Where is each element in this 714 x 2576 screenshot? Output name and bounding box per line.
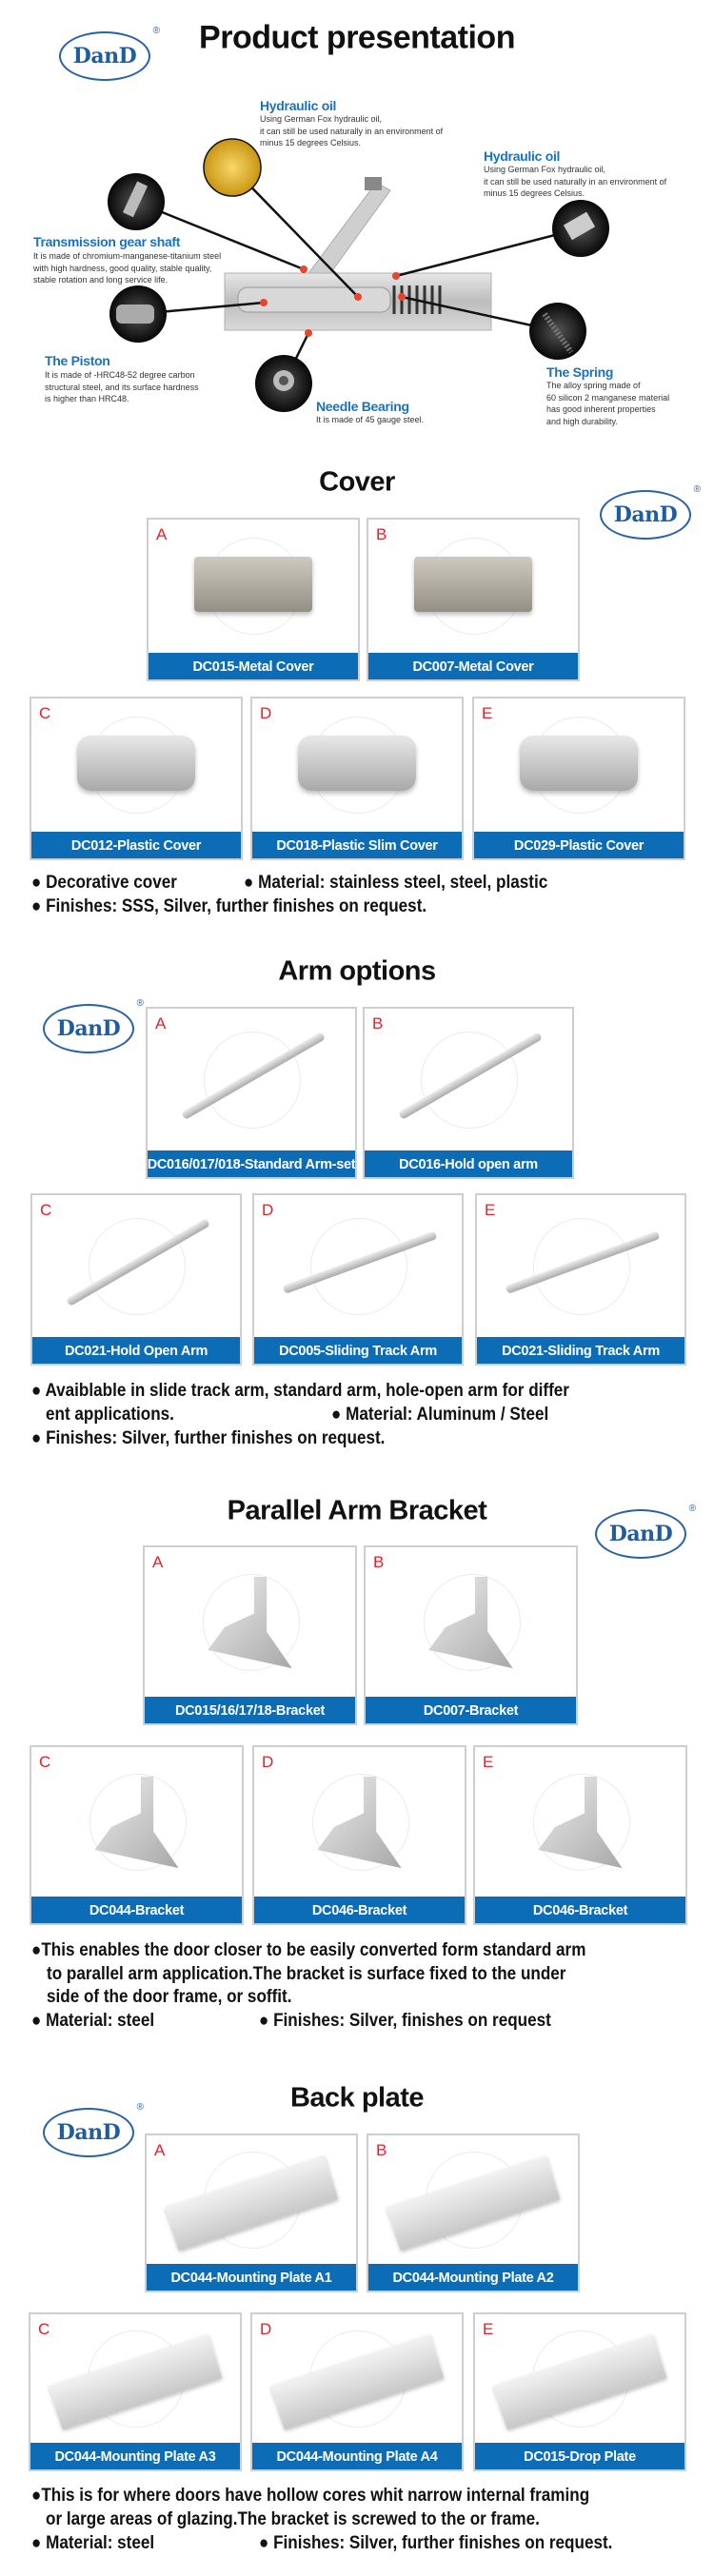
product-label: DC018-Plastic Slim Cover xyxy=(250,832,464,860)
product-image xyxy=(31,1747,242,1895)
bullet-text: ● Finishes: Silver, finishes on request xyxy=(259,2011,551,2031)
option-letter: A xyxy=(154,2141,166,2159)
option-letter: A xyxy=(152,1553,164,1571)
section-title: Parallel Arm Bracket xyxy=(227,1495,487,1526)
product-label: DC021-Hold Open Arm xyxy=(30,1337,242,1366)
product-shape xyxy=(77,736,194,791)
part-label-spring: The Spring xyxy=(546,364,614,380)
brand-logo xyxy=(43,998,144,1053)
product-card[interactable] xyxy=(367,518,580,681)
product-image xyxy=(145,1547,355,1695)
product-card[interactable] xyxy=(472,697,685,860)
option-letter: E xyxy=(482,704,493,722)
product-image xyxy=(252,698,462,830)
product-image xyxy=(30,2314,240,2441)
option-letter: B xyxy=(372,1014,384,1032)
bullet-text: ● Decorative cover xyxy=(31,873,177,893)
part-desc-transmission-gear-shaft: It is made of chromium-manganese-titanium steel with high hardness, good quality, stable quality, stable rotation and long service life. xyxy=(33,251,222,285)
brand-logo xyxy=(595,1504,696,1559)
product-card[interactable] xyxy=(252,1745,466,1925)
brand-logo xyxy=(43,2102,144,2157)
bullet-text: ● Material: Aluminum / Steel xyxy=(331,1405,549,1425)
option-letter: C xyxy=(40,1201,52,1219)
bullet-text: ● Material: steel xyxy=(31,2011,155,2031)
option-letter: A xyxy=(155,1014,167,1032)
product-label: DC044-Mounting Plate A3 xyxy=(29,2443,242,2471)
product-label: DC005-Sliding Track Arm xyxy=(252,1337,464,1366)
brand-logo xyxy=(600,484,701,540)
product-image xyxy=(474,698,684,830)
part-label-hydraulic-oil-1: Hydraulic oil xyxy=(260,98,337,113)
product-card[interactable] xyxy=(30,697,243,860)
bullet-text: ● Finishes: Silver, further finishes on request. xyxy=(31,1428,386,1448)
part-label-piston: The Piston xyxy=(45,353,110,368)
product-image xyxy=(365,1009,572,1149)
product-label: DC044-Mounting Plate A1 xyxy=(145,2264,358,2292)
part-label-needle-bearing: Needle Bearing xyxy=(316,399,409,414)
registered-mark: ® xyxy=(693,484,701,495)
logo-text: DanD xyxy=(59,31,150,81)
product-card[interactable] xyxy=(147,518,360,681)
product-card[interactable] xyxy=(367,2134,580,2292)
option-letter: E xyxy=(483,1753,494,1771)
bullet-text: ● Avaiblable in slide track arm, standard arm, hole-open arm for differ xyxy=(31,1381,569,1401)
option-letter: C xyxy=(38,2320,50,2338)
product-label: DC044-Mounting Plate A4 xyxy=(250,2443,464,2471)
product-image xyxy=(148,1009,355,1149)
product-image xyxy=(477,1195,684,1335)
product-image xyxy=(254,1195,462,1335)
section-title: Back plate xyxy=(289,2082,425,2114)
product-image xyxy=(252,2314,462,2441)
product-shape xyxy=(194,557,311,612)
option-letter: C xyxy=(39,1753,51,1771)
product-label: DC015-Metal Cover xyxy=(147,653,360,681)
option-letter: D xyxy=(262,1753,274,1771)
option-letter: E xyxy=(483,2320,494,2338)
closer-arm xyxy=(307,183,390,276)
product-image xyxy=(475,1747,685,1895)
bullet-text: ●This enables the door closer to be easily converted form standard arm xyxy=(31,1940,586,1960)
product-card[interactable] xyxy=(250,697,464,860)
logo-text: DanD xyxy=(595,1509,686,1559)
option-letter: D xyxy=(260,704,272,722)
option-letter: D xyxy=(260,2320,272,2338)
product-shape xyxy=(414,557,531,612)
section-title: Arm options xyxy=(278,955,436,987)
option-letter: B xyxy=(376,525,387,543)
product-card[interactable] xyxy=(473,2312,686,2471)
bullet-text: ent applications. xyxy=(46,1405,174,1425)
part-label-hydraulic-oil-2: Hydraulic oil xyxy=(484,148,561,164)
product-card[interactable] xyxy=(363,1007,574,1179)
product-card[interactable] xyxy=(30,1745,244,1925)
bullet-text: to parallel arm application.The bracket is surface fixed to the under xyxy=(47,1964,566,1984)
product-label: DC046-Bracket xyxy=(252,1897,466,1925)
option-letter: B xyxy=(373,1553,385,1571)
product-card[interactable] xyxy=(252,1193,464,1366)
part-desc-spring: The alloy spring made of 60 silicon 2 manganese material has good inherent properties and high durability. xyxy=(546,381,670,426)
product-card[interactable] xyxy=(473,1745,687,1925)
logo-text: DanD xyxy=(600,490,691,540)
bullet-text: ●This is for where doors have hollow cores whit narrow internal framing xyxy=(31,2486,590,2506)
product-label: DC029-Plastic Cover xyxy=(472,832,685,860)
part-desc-hydraulic-oil-2: Using German Fox hydraulic oil, it can still be used naturally in an environment of minus 15 degrees Celsius. xyxy=(484,165,667,198)
logo-text: DanD xyxy=(43,2108,134,2157)
product-label: DC046-Bracket xyxy=(473,1897,687,1925)
product-image xyxy=(254,1747,465,1895)
registered-mark: ® xyxy=(136,998,144,1009)
registered-mark: ® xyxy=(136,2102,144,2113)
product-shape xyxy=(520,736,637,791)
part-desc-needle-bearing: It is made of 45 gauge steel. xyxy=(316,415,425,424)
product-label: DC007-Metal Cover xyxy=(367,653,580,681)
product-label: DC016-Hold open arm xyxy=(363,1150,574,1179)
registered-mark: ® xyxy=(152,26,160,36)
part-desc-hydraulic-oil-1: Using German Fox hydraulic oil, it can still be used naturally in an environment of minus 15 degrees Celsius. xyxy=(260,114,444,147)
bullet-text: side of the door frame, or soffit. xyxy=(47,1987,292,2007)
product-card[interactable] xyxy=(30,1193,242,1366)
bullet-text: ● Finishes: Silver, further finishes on request. xyxy=(259,2533,613,2553)
product-label: DC015-Drop Plate xyxy=(473,2443,686,2471)
product-label: DC015/16/17/18-Bracket xyxy=(143,1697,357,1725)
product-image xyxy=(149,520,358,651)
part-label-transmission-gear-shaft: Transmission gear shaft xyxy=(33,234,181,249)
option-letter: E xyxy=(485,1201,496,1219)
product-label: DC044-Mounting Plate A2 xyxy=(367,2264,580,2292)
product-label: DC016/017/018-Standard Arm-set xyxy=(146,1150,357,1179)
product-label: DC021-Sliding Track Arm xyxy=(475,1337,686,1366)
product-image xyxy=(368,2135,578,2262)
logo-text: DanD xyxy=(43,1004,134,1053)
page-title: Product presentation xyxy=(199,19,515,56)
product-label: DC044-Bracket xyxy=(30,1897,244,1925)
hydraulic-oil-icon xyxy=(204,139,261,196)
part-desc-piston: It is made of -HRC48-52 degree carbon structural steel, and its surface hardness is higher than HRC48. xyxy=(45,370,199,403)
product-shape xyxy=(298,736,415,791)
option-letter: B xyxy=(376,2141,387,2159)
product-card[interactable] xyxy=(146,1007,357,1179)
section-title: Cover xyxy=(319,466,395,498)
product-card[interactable] xyxy=(364,1545,578,1725)
product-card[interactable] xyxy=(143,1545,357,1725)
product-card[interactable] xyxy=(145,2134,358,2292)
option-letter: D xyxy=(262,1201,274,1219)
product-label: DC007-Bracket xyxy=(364,1697,578,1725)
product-card[interactable] xyxy=(29,2312,242,2471)
product-image xyxy=(147,2135,356,2262)
bullet-text: ● Finishes: SSS, Silver, further finishes on request. xyxy=(31,896,427,916)
bullet-text: or large areas of glazing.The bracket is screwed to the or frame. xyxy=(46,2509,540,2529)
brand-logo xyxy=(59,26,160,81)
product-card[interactable] xyxy=(250,2312,464,2471)
product-image xyxy=(368,520,578,651)
spring-icon xyxy=(529,303,586,360)
product-image xyxy=(32,1195,240,1335)
product-image xyxy=(366,1547,576,1695)
product-label: DC012-Plastic Cover xyxy=(30,832,243,860)
option-letter: C xyxy=(39,704,51,722)
bullet-text: ● Material: stainless steel, steel, plastic xyxy=(244,873,548,893)
registered-mark: ® xyxy=(688,1504,696,1514)
product-image xyxy=(31,698,241,830)
bullet-text: ● Material: steel xyxy=(31,2533,155,2553)
product-card[interactable] xyxy=(475,1193,686,1366)
product-image xyxy=(475,2314,684,2441)
option-letter: A xyxy=(156,525,168,543)
